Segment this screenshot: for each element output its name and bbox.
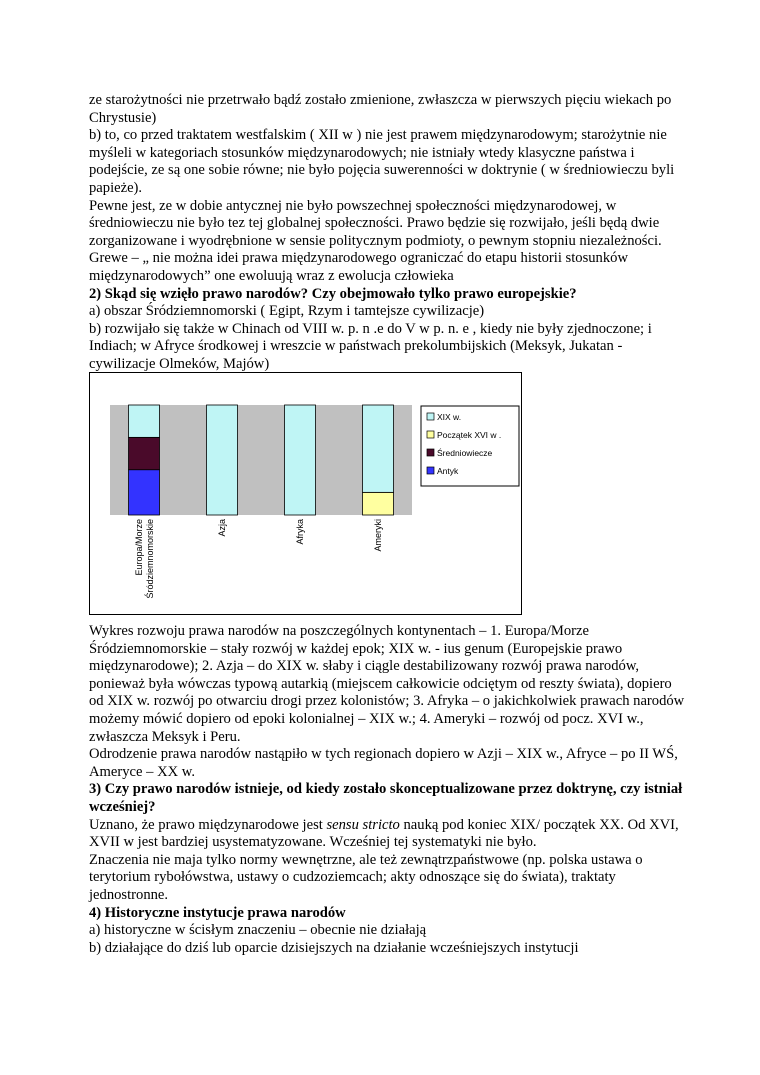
bar-segment bbox=[129, 470, 160, 515]
legend-swatch bbox=[427, 431, 434, 438]
legend-swatch bbox=[427, 413, 434, 420]
bar-segment bbox=[363, 405, 394, 492]
text-block-bottom bbox=[89, 623, 689, 957]
paragraph bbox=[89, 817, 689, 852]
list-item: a) obszar Śródziemnomorski ( Egipt, Rzym i tamtejsze cywilizacje) bbox=[89, 303, 485, 320]
paragraph: ze starożytności nie przetrwało bądź zostało zmienione, zwłaszcza w pierwszych pięciu wiekach po Chrystusie) bbox=[89, 92, 672, 126]
legend-label: XIX w. bbox=[437, 412, 462, 422]
section-heading-q2: 2) Skąd się wzięło prawo narodów? Czy obejmowało tylko prawo europejskie? bbox=[89, 285, 577, 302]
text-span: nauką pod koniec XIX/ początek XX. Od XVI, XVII w jest bardziej usystematyzowane. Wcześniej tej systematyki nie było. bbox=[89, 816, 679, 851]
legend-label: Początek XVI w . bbox=[437, 430, 502, 440]
bar-segment bbox=[207, 405, 238, 515]
list-item: b) działające do dziś lub oparcie dzisiejszych na działanie wcześniejszych instytucji bbox=[89, 939, 579, 956]
legend-label: Średniowiecze bbox=[437, 448, 493, 458]
stacked-bar-chart bbox=[90, 373, 523, 616]
legend-box bbox=[421, 406, 519, 486]
paragraph: Pewne jest, ze w dobie antycznej nie było powszechnej społeczności międzynarodowej, w średniowieczu nie było tez tej globalnej społeczności. Prawo będzie się rozwijało, jeśli będą dwie zorganizowane i wyodrębnione w sensie politycznym podmioty, o pewnym stopniu niezależności. Grewe – „ nie można idei prawa międzynarodowego ograniczać do etapu historii stosunków międzynarodowych” one ewoluują wraz z ewolucja człowieka bbox=[89, 197, 662, 284]
chart-description: Wykres rozwoju prawa narodów na poszczególnych kontynentach – 1. Europa/Morze Śródziemnomorskie – stały rozwój w każdej epok; XIX w. - ius genum (Europejskie prawo międzynarodowe); 2. Azja – do XIX w. słaby i ciągle destabilizowany rozwój prawa narodów, ponieważ była wówczas typową autarkią (miejscem całkowicie odciętym od reszty świata), dopiero od XIX w. rozwój po otwarciu drogi przez kolonistów; 3. Afryka – o jakichkolwiek prawach narodów możemy mówić dopiero od epoki kolonialnej – XIX w.; 4. Ameryki – rozwój od pocz. XVI w., zwłaszcza Meksyk i Peru. bbox=[89, 623, 685, 745]
paragraph: Znaczenia nie maja tylko normy wewnętrzne, ale też zewnątrzpaństwowe (np. polska ustawa o terytorium rybołówstwa, ustawy o cudzoziemcach; akty odnoszące się do świata), traktaty jednostronne. bbox=[89, 851, 643, 903]
italic-term: sensu stricto bbox=[326, 816, 400, 833]
section-heading-q4: 4) Historyczne instytucje prawa narodów bbox=[89, 904, 346, 921]
bar-segment bbox=[129, 405, 160, 437]
paragraph: Odrodzenie prawa narodów nastąpiło w tych regionach dopiero w Azji – XIX w., Afryce – po II WŚ, Ameryce – XX w. bbox=[89, 746, 678, 780]
legend-swatch bbox=[427, 449, 434, 456]
text-block-top bbox=[89, 92, 689, 374]
category-label: Azja bbox=[217, 519, 227, 537]
section-heading-q3: 3) Czy prawo narodów istnieje, od kiedy zostało skonceptualizowane przez doktrynę, czy istniał wcześniej? bbox=[89, 781, 683, 815]
list-item: b) rozwijało się także w Chinach od VIII w. p. n .e do V w p. n. e , kiedy nie były zjednoczone; i Indiach; w Afryce środkowej i wreszcie w państwach prekolumbijskich (Meksyk, Jukatan - cywilizacje Olmeków, Majów) bbox=[89, 320, 652, 372]
text-span: Uznano, że prawo międzynarodowe jest bbox=[89, 816, 327, 833]
bar-segment bbox=[129, 437, 160, 469]
legend-swatch bbox=[427, 467, 434, 474]
legend-label: Antyk bbox=[437, 466, 459, 476]
category-label: Europa/MorzeŚródziemnomorskie bbox=[134, 519, 155, 599]
list-item: a) historyczne w ścisłym znaczeniu – obecnie nie działają bbox=[89, 922, 427, 939]
paragraph: b) to, co przed traktatem westfalskim ( XII w ) nie jest prawem międzynarodowym; starożytnie nie myśleli w kategoriach stosunków międzynarodowych; nie istniały wtedy klasyczne państwa i podejście, ze są one sobie równe; nie było pojęcia suwerenności w doktrynie ( w średniowieczu byli papieże). bbox=[89, 127, 675, 196]
bar-segment bbox=[363, 492, 394, 515]
bar-segment bbox=[285, 405, 316, 515]
category-label: Afryka bbox=[295, 519, 305, 545]
category-label: Ameryki bbox=[373, 519, 383, 552]
chart-frame bbox=[89, 372, 522, 615]
